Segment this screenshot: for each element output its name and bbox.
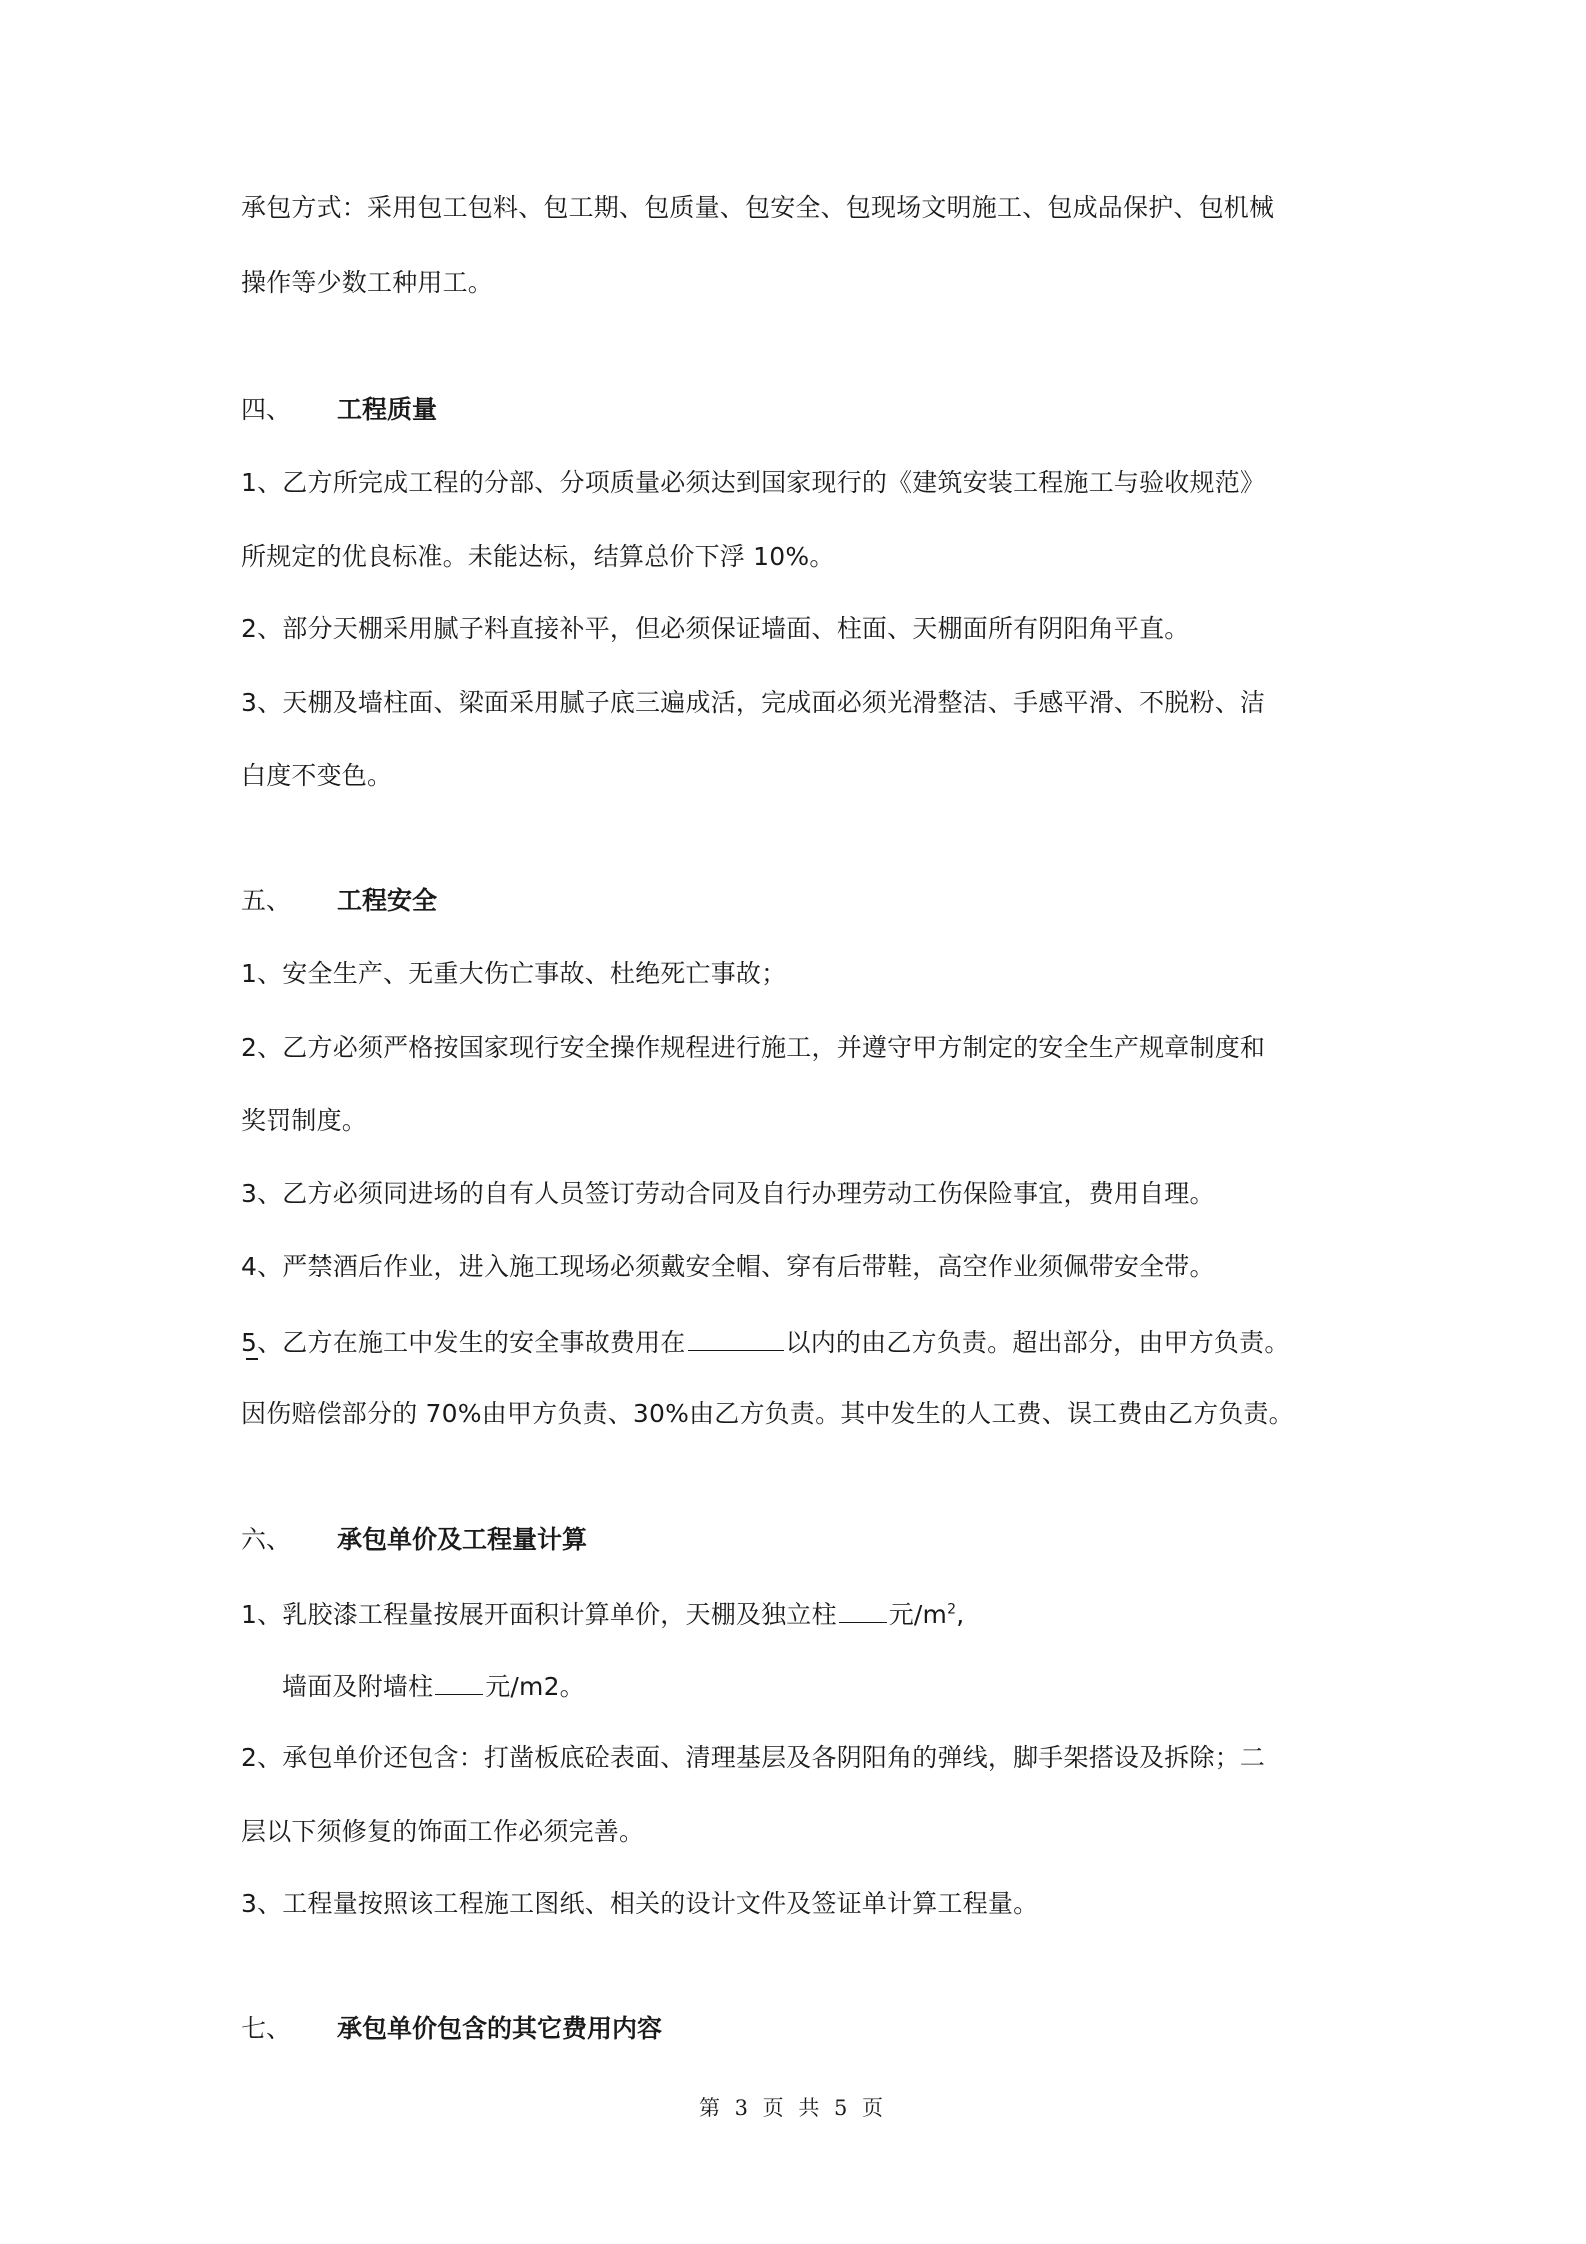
section-5-item-5-line-2: 因伤赔偿部分的 70%由甲方负责、30%由乙方负责。其中发生的人工费、误工费由乙方负责。 — [241, 1399, 1294, 1428]
section-5-item-4: 4、严禁酒后作业，进入施工现场必须戴安全帽、穿有后带鞋，高空作业须佩带安全带。 — [241, 1252, 1215, 1281]
section-6-item-1-line-2-text-b: 元/m2。 — [485, 1672, 585, 1701]
section-5-item-5-text-b: 以内的由乙方负责。超出部分，由甲方负责。 — [785, 1328, 1290, 1357]
section-4-heading — [241, 393, 437, 427]
section-5-number: 五、 — [241, 886, 292, 915]
section-6-number: 六、 — [241, 1525, 292, 1554]
section-6-item-1-unit: 元/m — [888, 1600, 948, 1629]
section-4-item-1-line-2: 所规定的优良标准。未能达标，结算总价下浮 10%。 — [241, 542, 835, 571]
section-6-item-1-superscript: 2 — [947, 1601, 957, 1618]
underline-mark — [246, 1358, 258, 1360]
section-6-heading — [241, 1523, 587, 1557]
contract-method-line-1: 承包方式：采用包工包料、包工期、包质量、包安全、包现场文明施工、包成品保护、包机械 — [241, 193, 1275, 222]
page-number-footer: 第 3 页 共 5 页 — [698, 2096, 888, 2120]
section-4-title: 工程质量 — [337, 395, 438, 424]
section-7-heading — [241, 2012, 662, 2046]
section-6-item-1-line-2-text-a: 墙面及附墙柱 — [282, 1672, 434, 1701]
section-4-item-1-line-1: 1、乙方所完成工程的分部、分项质量必须达到国家现行的《建筑安装工程施工与验收规范》 — [241, 468, 1266, 497]
wall-price-blank — [435, 1668, 483, 1695]
section-6-item-1-line-1 — [241, 1596, 964, 1632]
section-5-item-5-line-1 — [241, 1324, 1290, 1360]
section-5-item-1: 1、安全生产、无重大伤亡事故、杜绝死亡事故； — [241, 959, 787, 988]
section-5-item-2-line-2: 奖罚制度。 — [241, 1106, 368, 1135]
section-7-number: 七、 — [241, 2014, 292, 2043]
ceiling-price-blank — [839, 1596, 887, 1623]
section-4-item-3-line-1: 3、天棚及墙柱面、梁面采用腻子底三遍成活，完成面必须光滑整洁、手感平滑、不脱粉、洁 — [241, 688, 1266, 717]
section-6-item-2-line-1: 2、承包单价还包含：打凿板底砼表面、清理基层及各阴阳角的弹线，脚手架搭设及拆除；二 — [241, 1743, 1266, 1772]
section-5-title: 工程安全 — [337, 886, 438, 915]
section-5-heading — [241, 884, 437, 918]
section-5-item-2-line-1: 2、乙方必须严格按国家现行安全操作规程进行施工，并遵守甲方制定的安全生产规章制度和 — [241, 1033, 1266, 1062]
section-7-title: 承包单价包含的其它费用内容 — [337, 2014, 663, 2043]
section-4-item-3-line-2: 白度不变色。 — [241, 761, 393, 790]
section-6-item-1-text-a: 1、乳胶漆工程量按展开面积计算单价，天棚及独立柱 — [241, 1600, 837, 1629]
contract-method-line-2: 操作等少数工种用工。 — [241, 268, 494, 297]
section-6-item-2-line-2: 层以下须修复的饰面工作必须完善。 — [241, 1817, 645, 1846]
section-6-title: 承包单价及工程量计算 — [337, 1525, 588, 1554]
section-4-item-2: 2、部分天棚采用腻子料直接补平，但必须保证墙面、柱面、天棚面所有阴阳角平直。 — [241, 614, 1190, 643]
section-4-number: 四、 — [241, 395, 292, 424]
section-6-item-3: 3、工程量按照该工程施工图纸、相关的设计文件及签证单计算工程量。 — [241, 1889, 1039, 1918]
section-6-item-1-comma: , — [956, 1600, 965, 1629]
section-6-item-1-line-2 — [282, 1668, 585, 1704]
section-5-item-3: 3、乙方必须同进场的自有人员签订劳动合同及自行办理劳动工伤保险事宜，费用自理。 — [241, 1179, 1215, 1208]
amount-blank-field — [688, 1324, 784, 1351]
section-5-item-5-text-a: 5、乙方在施工中发生的安全事故费用在 — [241, 1328, 686, 1357]
